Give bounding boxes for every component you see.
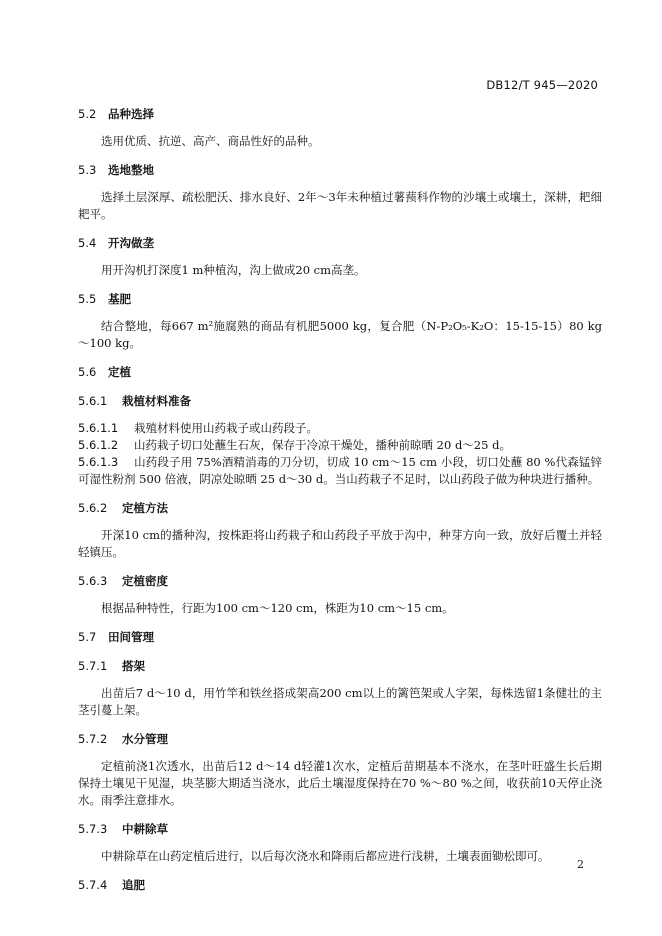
item-number: 5.6.1.2 bbox=[78, 438, 119, 452]
page-number: 2 bbox=[577, 858, 584, 871]
section-title: 基肥 bbox=[108, 292, 131, 306]
item-text: 山药段子用 75%酒精消毒的刀分切，切成 10 cm～15 cm 小段，切口处蘸 80 %代森锰锌可湿性粉剂 500 倍液，阴凉处晾晒 25 d～30 d。当山药栽子不足时，以山药段子做为种块进行播种。 bbox=[78, 455, 602, 486]
paragraph-5-7-2: 定植前浇1次透水，出苗后12 d～14 d轻灌1次水，定植后苗期基本不浇水，在茎叶旺盛生长后期保持土壤见干见湿，块茎膨大期适当浇水，此后土壤湿度保持在70 %～80 %之间，收获前10天停止浇水。雨季注意排水。 bbox=[78, 759, 602, 807]
section-title: 中耕除草 bbox=[122, 822, 168, 836]
paragraph-5-2: 选用优质、抗逆、高产、商品性好的品种。 bbox=[101, 134, 320, 148]
section-title: 追肥 bbox=[122, 878, 145, 892]
document-body bbox=[78, 106, 602, 894]
section-number: 5.7.1 bbox=[78, 659, 108, 673]
section-title: 品种选择 bbox=[108, 107, 154, 121]
section-heading-5-6-1 bbox=[78, 393, 602, 410]
item-number: 5.6.1.3 bbox=[78, 455, 119, 469]
section-title: 定植密度 bbox=[122, 574, 168, 588]
section-heading-5-7 bbox=[78, 629, 602, 646]
list-item-5-6-1-1 bbox=[78, 420, 602, 437]
section-number: 5.6.3 bbox=[78, 574, 108, 588]
item-text: 山药栽子切口处蘸生石灰，保存于冷凉干燥处，播种前晾晒 20 d～25 d。 bbox=[134, 438, 511, 452]
section-number: 5.6 bbox=[78, 365, 97, 379]
section-heading-5-6 bbox=[78, 364, 602, 381]
section-heading-5-2 bbox=[78, 106, 602, 123]
section-number: 5.7.3 bbox=[78, 822, 108, 836]
paragraph-5-6-2: 开深10 cm的播种沟，按株距将山药栽子和山药段子平放于沟中，种芽方向一致，放好后覆土并轻轻镇压。 bbox=[78, 528, 602, 559]
item-number: 5.6.1.1 bbox=[78, 421, 119, 435]
section-title: 定植方法 bbox=[122, 501, 168, 515]
section-title: 开沟做垄 bbox=[108, 236, 154, 250]
section-number: 5.2 bbox=[78, 107, 97, 121]
section-title: 搭架 bbox=[122, 659, 145, 673]
section-heading-5-7-3 bbox=[78, 821, 602, 838]
list-item-5-6-1-2 bbox=[78, 437, 602, 454]
section-heading-5-6-2 bbox=[78, 500, 602, 517]
document-code: DB12/T 945—2020 bbox=[486, 78, 598, 92]
section-heading-5-3 bbox=[78, 162, 602, 179]
section-number: 5.6.2 bbox=[78, 501, 108, 515]
paragraph-5-3: 选择土层深厚、疏松肥沃、排水良好、2年～3年未种植过薯蓣科作物的沙壤土或壤土，深耕，耙细耙平。 bbox=[78, 190, 602, 221]
paragraph-5-7-1: 出苗后7 d～10 d，用竹竿和铁丝搭成架高200 cm以上的篱笆架或人字架，每株选留1条健壮的主茎引蔓上架。 bbox=[78, 686, 602, 717]
section-heading-5-7-1 bbox=[78, 658, 602, 675]
section-number: 5.7 bbox=[78, 630, 97, 644]
paragraph-5-6-3: 根据品种特性，行距为100 cm～120 cm，株距为10 cm～15 cm。 bbox=[101, 601, 454, 615]
section-number: 5.5 bbox=[78, 292, 97, 306]
section-title: 田间管理 bbox=[108, 630, 154, 644]
section-number: 5.4 bbox=[78, 236, 97, 250]
section-number: 5.7.4 bbox=[78, 878, 108, 892]
section-heading-5-7-4 bbox=[78, 877, 602, 894]
paragraph-5-5: 结合整地，每667 m²施腐熟的商品有机肥5000 kg，复合肥（N-P₂O₅-K₂O：15-15-15）80 kg～100 kg。 bbox=[78, 319, 602, 350]
section-number: 5.6.1 bbox=[78, 394, 108, 408]
section-heading-5-5 bbox=[78, 291, 602, 308]
paragraph-5-7-3: 中耕除草在山药定植后进行，以后每次浇水和降雨后都应进行浅耕，土壤表面锄松即可。 bbox=[101, 849, 550, 863]
section-title: 定植 bbox=[108, 365, 131, 379]
item-text: 栽殖材料使用山药栽子或山药段子。 bbox=[134, 421, 318, 435]
paragraph-5-4: 用开沟机打深度1 m种植沟，沟上做成20 cm高垄。 bbox=[101, 263, 366, 277]
section-number: 5.3 bbox=[78, 163, 97, 177]
list-item-5-6-1-3 bbox=[78, 454, 602, 488]
section-title: 栽植材料准备 bbox=[122, 394, 191, 408]
section-heading-5-7-2 bbox=[78, 731, 602, 748]
section-title: 选地整地 bbox=[108, 163, 154, 177]
section-number: 5.7.2 bbox=[78, 732, 108, 746]
section-heading-5-4 bbox=[78, 235, 602, 252]
section-heading-5-6-3 bbox=[78, 573, 602, 590]
section-title: 水分管理 bbox=[122, 732, 168, 746]
